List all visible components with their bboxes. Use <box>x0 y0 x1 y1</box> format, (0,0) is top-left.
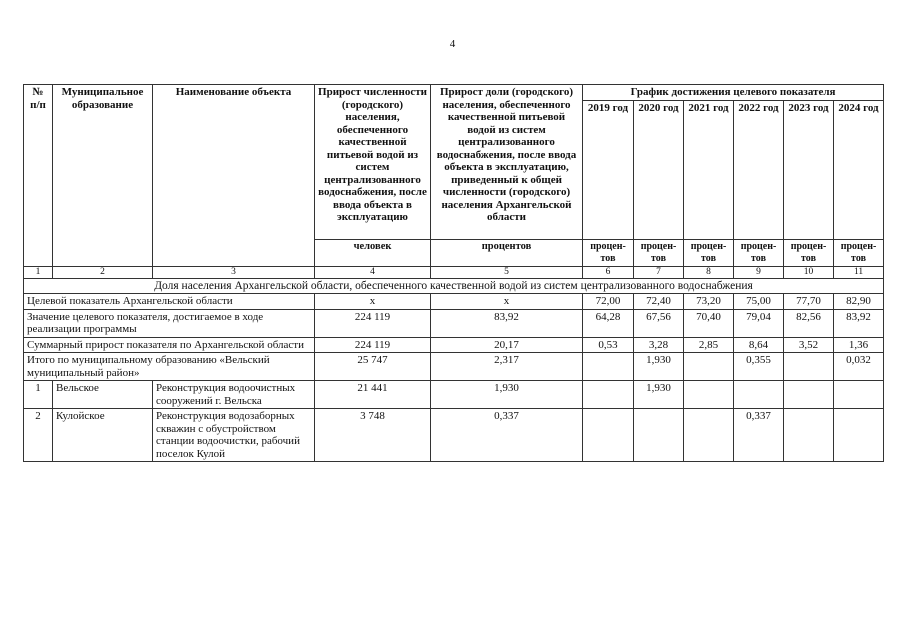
column-number: 10 <box>784 266 834 278</box>
year-value: 70,40 <box>684 309 734 337</box>
year-value <box>784 381 834 409</box>
header-year-2019: 2019 год <box>583 100 634 239</box>
unit-percent-2023: процен-тов <box>784 239 834 266</box>
column-number: 4 <box>315 266 431 278</box>
year-value: 72,00 <box>583 294 634 310</box>
year-value <box>834 409 884 462</box>
people-value: 25 747 <box>315 353 431 381</box>
summary-label: Итого по муниципальному образованию «Вельский муниципальный район» <box>24 353 315 381</box>
unit-percent: процентов <box>431 239 583 266</box>
summary-label: Значение целевого показателя, достигаемое в ходе реализации программы <box>24 309 315 337</box>
year-value: 82,90 <box>834 294 884 310</box>
unit-percent-2019: процен-тов <box>583 239 634 266</box>
object-num: 1 <box>24 381 53 409</box>
summary-row <box>24 294 884 310</box>
year-value <box>583 353 634 381</box>
year-value <box>834 381 884 409</box>
summary-label: Целевой показатель Архангельской области <box>24 294 315 310</box>
summary-row <box>24 353 884 381</box>
year-value: 0,337 <box>734 409 784 462</box>
object-row <box>24 409 884 462</box>
share-value: 1,930 <box>431 381 583 409</box>
object-municipality: Кулойское <box>53 409 153 462</box>
share-value: 0,337 <box>431 409 583 462</box>
people-value: 224 119 <box>315 309 431 337</box>
year-value: 8,64 <box>734 337 784 353</box>
year-value: 0,53 <box>583 337 634 353</box>
share-value: 20,17 <box>431 337 583 353</box>
year-value <box>684 381 734 409</box>
year-value: 1,36 <box>834 337 884 353</box>
column-number-row <box>24 266 884 278</box>
object-num: 2 <box>24 409 53 462</box>
people-value: 21 441 <box>315 381 431 409</box>
year-value <box>684 353 734 381</box>
year-value: 79,04 <box>734 309 784 337</box>
column-number: 8 <box>684 266 734 278</box>
unit-percent-2020: процен-тов <box>634 239 684 266</box>
object-row <box>24 381 884 409</box>
year-value: 1,930 <box>634 381 684 409</box>
header-num: № п/п <box>24 85 53 267</box>
year-value: 3,28 <box>634 337 684 353</box>
header-year-2021: 2021 год <box>684 100 734 239</box>
people-value: х <box>315 294 431 310</box>
header-year-2020: 2020 год <box>634 100 684 239</box>
summary-row <box>24 309 884 337</box>
column-number: 2 <box>53 266 153 278</box>
unit-percent-2024: процен-тов <box>834 239 884 266</box>
column-number: 5 <box>431 266 583 278</box>
year-value: 77,70 <box>784 294 834 310</box>
share-value: 2,317 <box>431 353 583 381</box>
header-municipality: Муниципальное образование <box>53 85 153 267</box>
year-value <box>684 409 734 462</box>
year-value: 67,56 <box>634 309 684 337</box>
year-value: 82,56 <box>784 309 834 337</box>
header-schedule: График достижения целевого показателя <box>583 85 884 101</box>
header-year-2024: 2024 год <box>834 100 884 239</box>
section-title-row <box>24 278 884 294</box>
header-row <box>24 85 884 101</box>
unit-people: человек <box>315 239 431 266</box>
year-value: 83,92 <box>834 309 884 337</box>
year-value: 72,40 <box>634 294 684 310</box>
column-number: 11 <box>834 266 884 278</box>
column-number: 9 <box>734 266 784 278</box>
unit-percent-2021: процен-тов <box>684 239 734 266</box>
column-number: 1 <box>24 266 53 278</box>
target-indicator-table <box>23 84 884 462</box>
year-value: 3,52 <box>784 337 834 353</box>
share-value: 83,92 <box>431 309 583 337</box>
year-value <box>784 409 834 462</box>
header-year-2023: 2023 год <box>784 100 834 239</box>
people-value: 224 119 <box>315 337 431 353</box>
object-name: Реконструкция водоочистных сооружений г. Вельска <box>153 381 315 409</box>
object-municipality: Вельское <box>53 381 153 409</box>
year-value <box>784 353 834 381</box>
column-number: 7 <box>634 266 684 278</box>
header-population-growth: Прирост численности (городского) населения, обеспеченного качественной питьевой водой из систем централизованного водоснабжения, после ввода объекта в эксплуатацию <box>315 85 431 240</box>
year-value: 2,85 <box>684 337 734 353</box>
year-value: 0,355 <box>734 353 784 381</box>
column-number: 3 <box>153 266 315 278</box>
people-value: 3 748 <box>315 409 431 462</box>
year-value: 73,20 <box>684 294 734 310</box>
summary-label: Суммарный прирост показателя по Архангельской области <box>24 337 315 353</box>
object-name: Реконструкция водозаборных скважин с обустройством станции водоочистки, рабочий поселок Кулой <box>153 409 315 462</box>
year-value <box>634 409 684 462</box>
page-number: 4 <box>449 38 456 50</box>
year-value: 75,00 <box>734 294 784 310</box>
year-value: 1,930 <box>634 353 684 381</box>
header-year-2022: 2022 год <box>734 100 784 239</box>
header-share-growth: Прирост доли (городского) населения, обеспеченного качественной питьевой водой из систем централизованного водоснабжения, после ввода объекта в эксплуатацию, приведенный к общей численности (городского) населения Архангельской области <box>431 85 583 240</box>
year-value: 0,032 <box>834 353 884 381</box>
year-value <box>583 409 634 462</box>
year-value: 64,28 <box>583 309 634 337</box>
unit-percent-2022: процен-тов <box>734 239 784 266</box>
column-number: 6 <box>583 266 634 278</box>
summary-row <box>24 337 884 353</box>
year-value <box>583 381 634 409</box>
section-title: Доля населения Архангельской области, обеспеченного качественной водой из систем централизованного водоснабжения <box>24 278 884 294</box>
year-value <box>734 381 784 409</box>
share-value: х <box>431 294 583 310</box>
header-object-name: Наименование объекта <box>153 85 315 267</box>
